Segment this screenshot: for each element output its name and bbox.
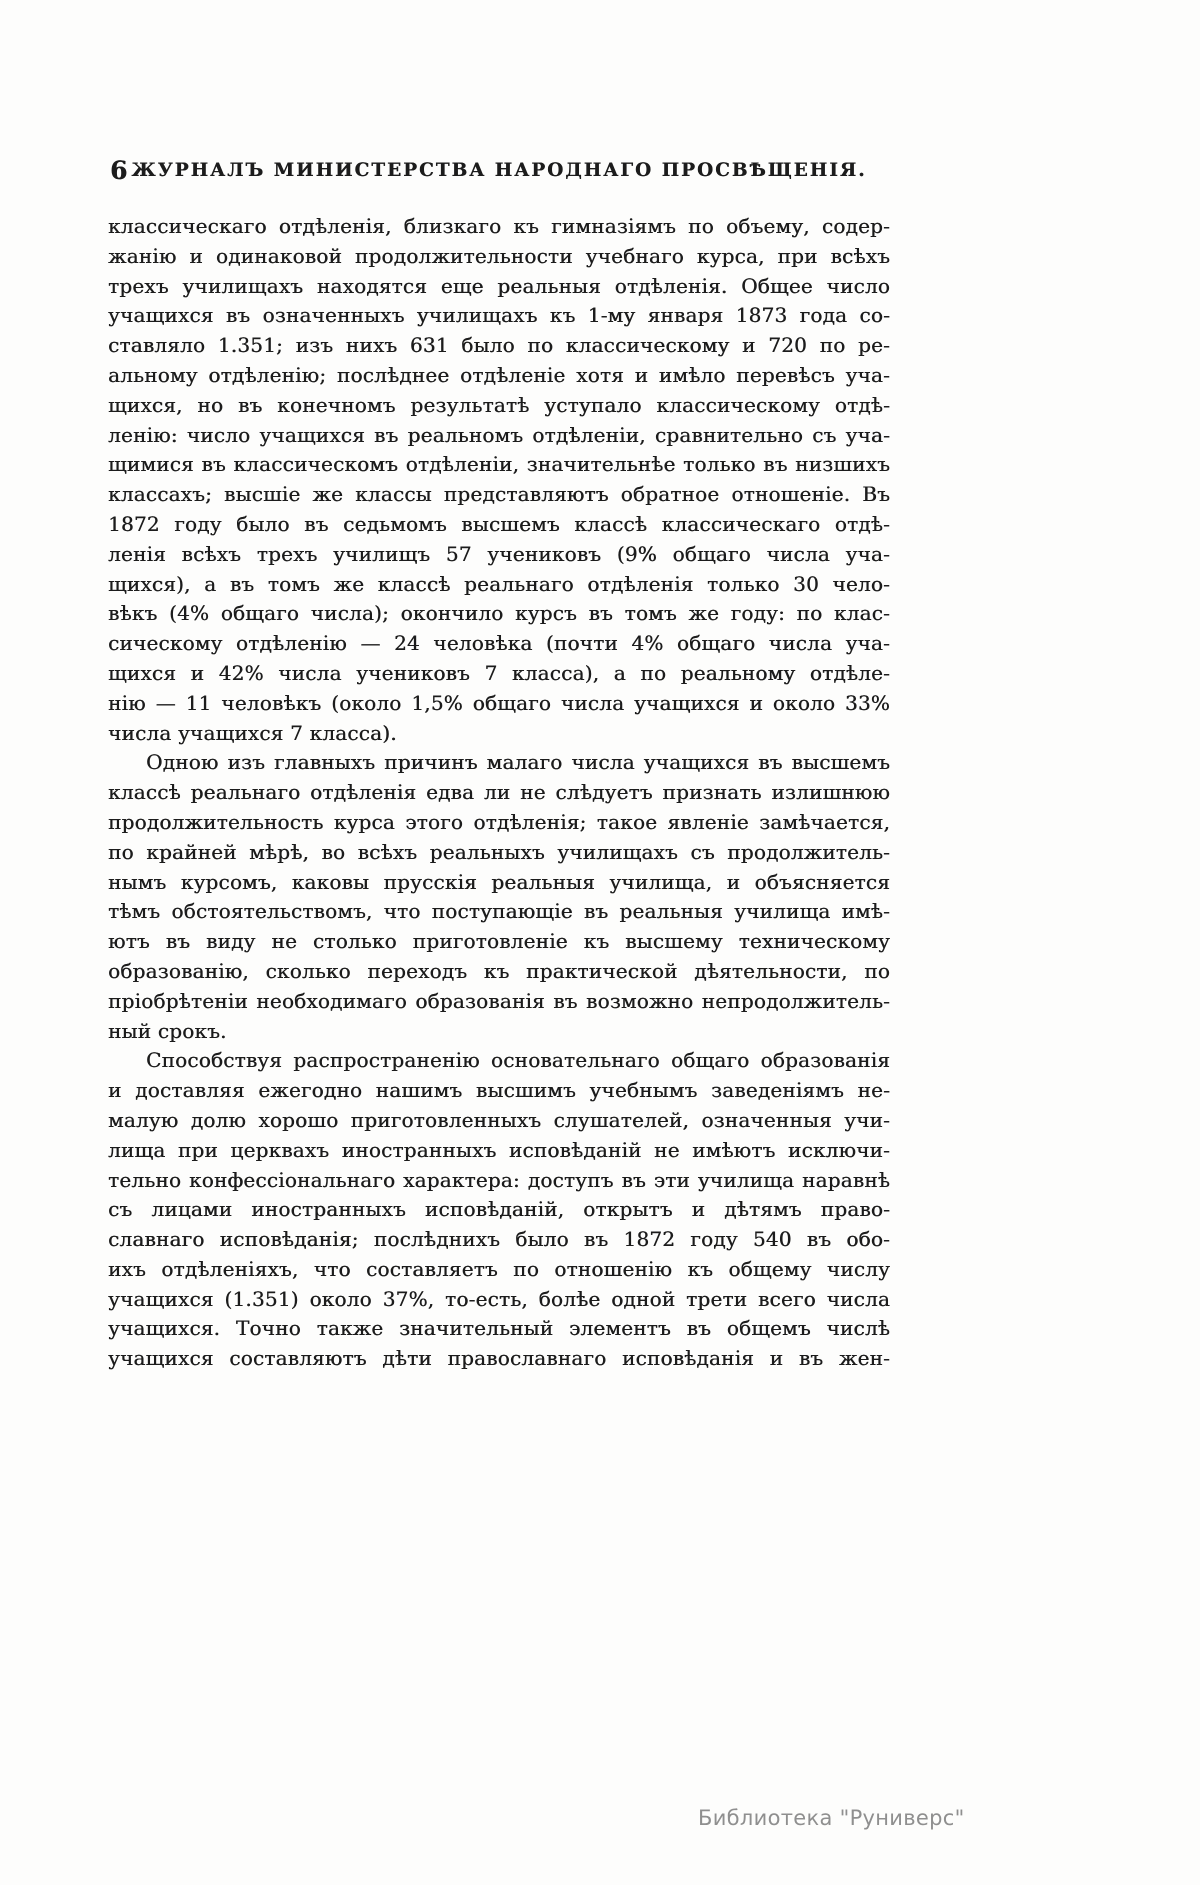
text-line: альному отдѣленію; послѣднее отдѣленіе хотя и имѣло перевѣсъ уча- [108, 362, 890, 387]
text-line: классѣ реальнаго отдѣленія едва ли не слѣдуетъ признать излишнюю [108, 780, 890, 805]
text-line: учащихся (1.351) около 37%, то-есть, болѣе одной трети всего числа [108, 1286, 890, 1311]
text-line: малую долю хорошо приготовленныхъ слушателей, означенныя учи- [108, 1107, 890, 1132]
text-line: учащихся. Точно также значительный элементъ въ общемъ числѣ [108, 1316, 890, 1341]
text-line: 1872 году было въ седьмомъ высшемъ классѣ классическаго отдѣ- [108, 511, 890, 536]
text-line: щихся и 42% числа учениковъ 7 класса), а по реальному отдѣле- [108, 660, 890, 685]
text-line: съ лицами иностранныхъ исповѣданій, открытъ и дѣтямъ право- [108, 1197, 890, 1222]
text-line: жанію и одинаковой продолжительности учебнаго курса, при всѣхъ [108, 243, 890, 268]
text-line: нію — 11 человѣкъ (около 1,5% общаго числа учащихся и около 33% [108, 690, 890, 715]
text-line: трехъ училищахъ находятся еще реальныя отдѣленія. Общее число [108, 273, 890, 298]
paragraph [108, 748, 890, 1046]
text-line: ставляло 1.351; изъ нихъ 631 было по классическому и 720 по ре- [108, 333, 890, 358]
text-line: по крайней мѣрѣ, во всѣхъ реальныхъ училищахъ съ продолжитель- [108, 839, 890, 864]
text-line: сическому отдѣленію — 24 человѣка (почти 4% общаго числа уча- [108, 631, 890, 656]
journal-title: ЖУРНАЛЪ МИНИСТЕРСТВА НАРОДНАГО ПРОСВѢЩЕНІЯ. [131, 160, 867, 181]
paragraph [108, 1046, 890, 1374]
text-line: классическаго отдѣленія, близкаго къ гимназіямъ по объему, содер- [108, 214, 890, 238]
text-line: учащихся въ означенныхъ училищахъ къ 1-му января 1873 года со- [108, 303, 890, 328]
page-header [108, 156, 890, 186]
text-line: пріобрѣтеніи необходимаго образованія въ возможно непродолжитель- [108, 988, 890, 1013]
text-line: образованію, сколько переходъ къ практической дѣятельности, по [108, 958, 890, 983]
text-line: ный срокъ. [108, 1018, 227, 1043]
text-line: лища при церквахъ иностранныхъ исповѣданій не имѣютъ исключи- [108, 1137, 890, 1162]
text-line: числа учащихся 7 класса). [108, 720, 397, 745]
text-line: ленію: число учащихся въ реальномъ отдѣленіи, сравнительно съ уча- [108, 422, 890, 447]
text-line: учащихся составляютъ дѣти православнаго исповѣданія и въ жен- [108, 1346, 890, 1371]
paragraph [108, 212, 890, 748]
text-line: Одною изъ главныхъ причинъ малаго числа учащихся въ высшемъ [146, 750, 890, 775]
text-line: и доставляя ежегодно нашимъ высшимъ учебнымъ заведеніямъ не- [108, 1078, 890, 1103]
text-line: нымъ курсомъ, каковы прусскія реальныя училища, и объясняется [108, 869, 890, 894]
text-line: щихся), а въ томъ же классѣ реальнаго отдѣленія только 30 чело- [108, 571, 890, 596]
text-line: славнаго исповѣданія; послѣднихъ было въ 1872 году 540 въ обо- [108, 1227, 890, 1252]
text-line: вѣкъ (4% общаго числа); окончило курсъ въ томъ же году: по клас- [108, 601, 890, 626]
page-number: 6 [110, 156, 128, 185]
text-line: ютъ въ виду не столько приготовленіе къ высшему техническому [108, 929, 890, 954]
text-line: щихся, но въ конечномъ результатѣ уступало классическому отдѣ- [108, 392, 890, 417]
text-line: классахъ; высшіе же классы представляютъ обратное отношеніе. Въ [108, 482, 890, 507]
text-line: продолжительность курса этого отдѣленія; такое явленіе замѣчается, [108, 809, 890, 834]
text-line: щимися въ классическомъ отдѣленіи, значительнѣе только въ низшихъ [108, 452, 890, 477]
text-line: ихъ отдѣленіяхъ, что составляетъ по отношенію къ общему числу [108, 1256, 890, 1281]
text-line: тѣмъ обстоятельствомъ, что поступающіе въ реальныя училища имѣ- [108, 899, 890, 924]
text-line: тельно конфессіональнаго характера: доступъ въ эти училища наравнѣ [108, 1167, 890, 1192]
body-text [108, 212, 890, 1374]
text-line: ленія всѣхъ трехъ училищъ 57 учениковъ (9% общаго числа уча- [108, 541, 890, 566]
text-line: Способствуя распространенію основательнаго общаго образованія [146, 1048, 890, 1073]
watermark-text: Библиотека "Руниверс" [698, 1806, 965, 1830]
